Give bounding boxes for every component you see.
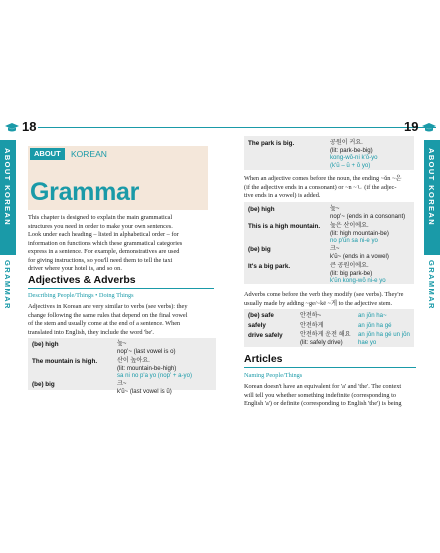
adjective-before-noun-paragraph: When an adjective comes before the noun, the ending ~ŭn ~은 (if the adjective ends in a consonant) or ~n ~ㄴ (if the adjec- tive ends in a vowel) is added. <box>244 175 402 199</box>
example-ko: 크~ k'ŭ~ (last vowel is ŭ) <box>117 380 172 395</box>
subheading-describing: Describing People/Things • Doing Things <box>28 292 134 299</box>
example-en: The mountain is high. <box>32 358 98 365</box>
example-rom: an jŏn ha~ <box>358 312 387 319</box>
page-number-left: 18 <box>22 119 37 134</box>
about-korean-label: KOREAN <box>71 149 107 159</box>
side-tab-about-label: ABOUT KOREAN <box>3 148 12 227</box>
example-en: (be) big <box>248 246 271 253</box>
example-en: (be) high <box>32 341 59 348</box>
example-en: (be) high <box>248 206 275 213</box>
example-en: The park is big. <box>248 140 295 147</box>
section-heading-adjectives: Adjectives & Adverbs <box>28 274 136 286</box>
page-number-right: 19 <box>404 119 419 134</box>
section-rule <box>28 288 214 289</box>
example-en: drive safely <box>248 332 283 339</box>
example-en: (be) big <box>32 381 55 388</box>
example-ko: 산이 높아요. (lit: mountain-be-high) sa ni no p'a yo (nop' + a-yo) <box>117 357 192 380</box>
articles-paragraph: Korean doesn't have an equivalent for 'a' and 'the'. The context will tell you whether something indefinite (corresponding to English 'a') or definite (corresponding to English 'the') is being <box>244 383 402 407</box>
example-rom: an jŏn ha gé un jŏn hae yo <box>358 331 410 346</box>
section-heading-articles: Articles <box>244 353 283 365</box>
adjectives-paragraph: Adjectives in Korean are very similar to verbs (see verbs): they change following the same rules that depend on the final vowel of the stem and usually come at the end of a sentence. When translated into English, they include the word 'be'. <box>28 303 188 336</box>
example-ko: 큰 공원이에요. (lit: big park-be) k'ŭn kong-wŏ ni-e yo <box>330 262 386 285</box>
example-ko: 크~ k'ŭ~ (ends in a vowel) <box>330 245 389 260</box>
example-ko: 공원이 커요. (lit: park-be-big) kong-wŏ-ni k'ŏ-yo (k'ŭ – ŭ + ŏ yo) <box>330 139 378 169</box>
example-en: safely <box>248 322 266 329</box>
header-rule <box>38 127 436 128</box>
example-en: It's a big park. <box>248 263 291 270</box>
chapter-title: Grammar <box>30 178 140 206</box>
side-tab-grammar-label: GRAMMAR <box>427 260 436 310</box>
graduation-cap-icon <box>421 122 437 133</box>
example-ko: 안전하게 <box>300 322 324 329</box>
example-ko: 안전하게 운전 해요 (lit: safely drive) <box>300 331 351 346</box>
section-rule <box>244 367 416 368</box>
example-en: This is a high mountain. <box>248 223 321 230</box>
intro-paragraph: This chapter is designed to explain the main grammatical structures you need in order to make your own sentences. Look under each heading – listed in alphabetical order – for information on functions which these grammatical categories express in a sentence. For example, demonstratives are used for giving instructions, so you'll need them to tell the taxi driver where your hotel is, and so on. <box>28 214 183 272</box>
example-en: (be) safe <box>248 312 274 319</box>
about-badge: ABOUT <box>30 148 65 160</box>
side-tab-grammar-label: GRAMMAR <box>3 260 12 310</box>
example-ko: 높~ nop'~ (ends in a consonant) <box>330 205 406 220</box>
adverbs-paragraph: Adverbs come before the verb they modify (see verbs). They're usually made by adding ~ge/~kē ~게 to the adjective stem. <box>244 291 404 307</box>
example-rom: an jŏn ha gé <box>358 322 392 329</box>
graduation-cap-icon <box>4 122 20 133</box>
side-tab-about-label: ABOUT KOREAN <box>427 148 436 227</box>
subheading-naming: Naming People/Things <box>244 372 303 379</box>
example-ko: 높은 산이에요. (lit: high mountain-be) no p'ŭn sa ni-e yo <box>330 222 389 245</box>
example-ko: 안전하~ <box>300 312 322 319</box>
example-ko: 높~ nop'~ (last vowel is o) <box>117 340 176 355</box>
